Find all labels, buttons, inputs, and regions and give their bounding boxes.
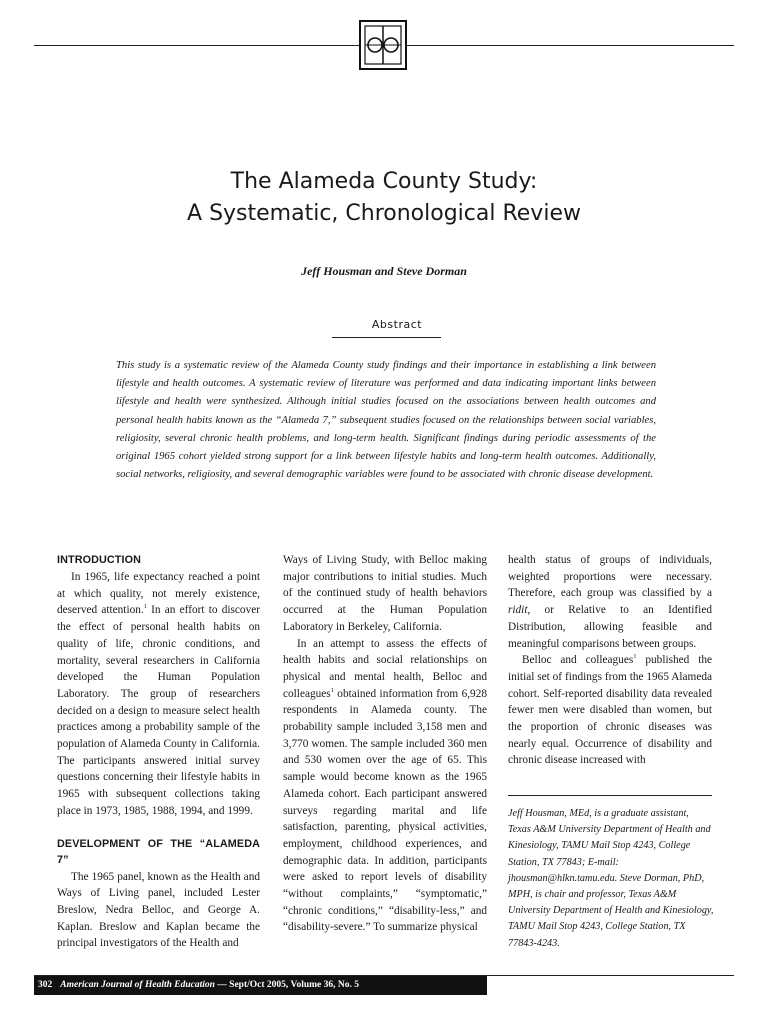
journal-name: American Journal of Health Education [60,980,215,990]
page-footer [34,976,487,995]
journal-emblem-icon [359,20,407,70]
title-line-1: The Alameda County Study: [230,169,538,194]
col2-text-a: In an attempt to assess the effects of health habits and social relationships on physical and mental health, Belloc and colleagues [283,637,487,700]
column-2-paragraph-2 [283,636,487,937]
intro-paragraph [57,569,260,820]
abstract-heading [354,318,440,331]
author-footnote: Jeff Housman, MEd, is a graduate assistant, Texas A&M University Department of Health and Kinesiology, TAMU Mail Stop 4243, College Station, TX 77843; E-mail: jhousman@hlkn.tamu.edu. Steve Dorman, PhD, MPH, is chair and professor, Texas A&M University Department of Health and Kinesiology, TAMU Mail Stop 4243, College Station, TX 77843-4243. [508,808,714,949]
footnote-rule [508,795,712,796]
issue-info: — Sept/Oct 2005, Volume 36, No. 5 [214,980,360,990]
column-3 [508,552,712,769]
col3-p2-text-b: published the initial set of findings from the 1965 Alameda cohort. Self-reported disability data revealed fewer men were disabled than women, but the proportion of chronic diseases was nearly equal. Occurrence of disability and chronic disease increased with [508,654,712,767]
col3-text-a: health status of groups of individuals, weighted proportions were necessary. Therefore, each group was classified by a [508,554,712,600]
citation-superscript: 1 [143,603,147,611]
abstract-rule [332,337,441,338]
intro-text-a: In 1965, life expectancy reached a point at which quality, not merely existence, deserved attention. [57,571,260,617]
col3-text-b: , or Relative to an Identified Distribution, allowing feasible and meaningful comparisons between groups. [508,604,712,650]
page-number: 302 [38,980,53,990]
column-2-paragraph-1: Ways of Living Study, with Belloc making major contributions to initial studies. Much of the continued study of health behaviors occurred at the Human Population Laboratory in Berkeley, California. [283,554,487,633]
citation-superscript: 1 [633,653,637,661]
abstract-heading-text: Abstract [371,318,423,331]
column-3-paragraph-2 [508,652,712,769]
authors: Jeff Housman and Steve Dorman [301,264,467,278]
col3-p2-text-a: Belloc and colleagues [522,654,634,667]
section-heading-development: DEVELOPMENT OF THE “ALAMEDA 7” [57,837,260,866]
column-1 [57,552,260,952]
ridit-term: ridit [508,604,528,617]
section-heading-introduction: INTRODUCTION [57,554,141,566]
column-2 [283,552,487,936]
citation-superscript: 1 [330,686,334,694]
title-line-2: A Systematic, Chronological Review [187,201,581,226]
col2-text-b: obtained information from 6,928 respondents in Alameda county. The probability sample included 3,158 men and 3,770 women. The sample included 360 men and 530 women over the age of 65. This sample would become known as the 1965 Alameda cohort. Each participant answered surveys regarding marital and life satisfaction, parenting, physical activities, employment, childhood experiences, and demographic data. In addition, participants were asked to report levels of disability “without complaints,” “symptomatic,” “chronic conditions,” “disability-less,” and “disability-severe.” To summarize physical [283,687,487,934]
intro-text-b: In an effort to discover the effect of personal health habits on quality of life, chronic conditions, and mortality, several researchers in California developed the Human Population Laboratory. The group of researchers decided on a design to measure select health practices among a probability sample of the population of Alameda County in California. The participants answered initial survey questions concerning their lifestyle habits in 1965 with subsequent collections taking place in 1973, 1985, 1988, 1994, and 1999. [57,604,260,817]
column-3-paragraph-1 [508,552,712,652]
abstract-text: This study is a systematic review of the Alameda County study findings and their importance in establishing a link between lifestyle and health outcomes. A systematic review of literature was performed and data indicating important links between lifestyle and health were synthesized. Although initial studies focused on the associations between health outcomes and personal health habits known as the “Alameda 7,” subsequent studies focused on the relationships between social variables, religiosity, several chronic health problems, and long-term health. Significant findings during periodic assessments of the original 1965 cohort yielded strong support for a link between lifestyle habits and long-term health outcomes. Additionally, social networks, religiosity, and several demographic variables were found to be associated with chronic disease development. [116,360,656,481]
development-paragraph: The 1965 panel, known as the Health and Ways of Living panel, included Lester Breslow, Nedra Belloc, and George A. Kaplan. Breslow and Kaplan became the principal investigators of the Health and [57,870,260,950]
